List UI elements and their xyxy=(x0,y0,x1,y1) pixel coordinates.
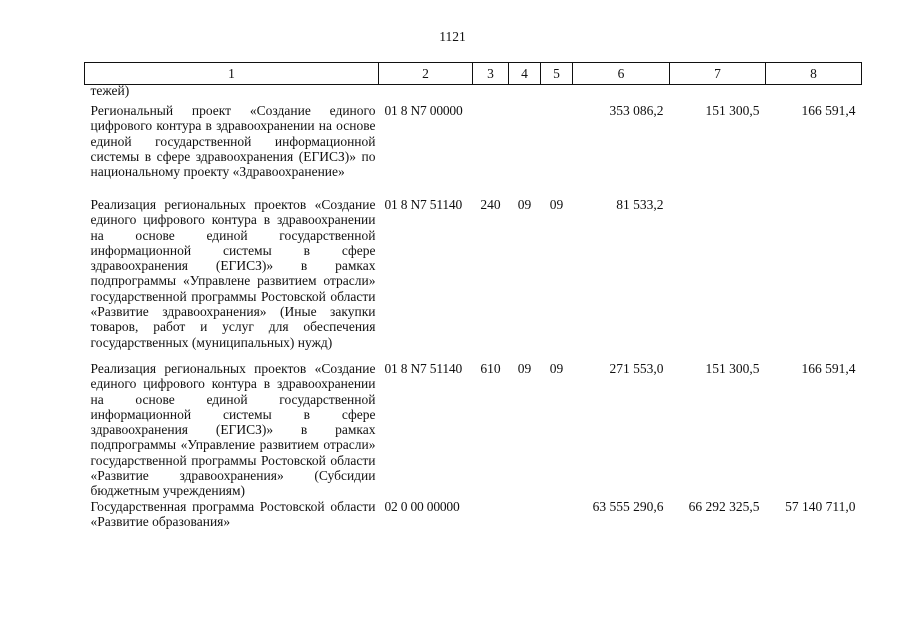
page-number: 1121 xyxy=(439,29,466,44)
row-amount-6 xyxy=(573,85,670,104)
row-amount-7 xyxy=(670,85,766,104)
row-amount-8 xyxy=(766,85,862,104)
row-code: 02 0 00 00000 xyxy=(384,499,460,514)
row-col3 xyxy=(473,499,509,530)
row-code: 01 8 N7 51140 xyxy=(384,361,463,376)
row-code: 01 8 N7 00000 xyxy=(384,103,463,118)
row-amount-6: 81 533,2 xyxy=(616,197,664,212)
row-amount-7: 151 300,5 xyxy=(705,361,760,376)
table-row xyxy=(85,361,862,499)
row-amount-8 xyxy=(766,197,862,361)
header-cell-3: 3 xyxy=(473,63,509,85)
header-cell-8: 8 xyxy=(766,63,862,85)
row-amount-6: 271 553,0 xyxy=(609,361,664,376)
row-col4: 09 xyxy=(517,361,532,376)
row-amount-7: 66 292 325,5 xyxy=(688,499,760,514)
header-cell-1: 1 xyxy=(85,63,379,85)
row-col5: 09 xyxy=(549,361,564,376)
header-cell-4: 4 xyxy=(509,63,541,85)
row-amount-7 xyxy=(670,197,766,361)
budget-table xyxy=(84,62,862,530)
row-col4 xyxy=(509,103,541,197)
row-description: Реализация региональных проектов «Создание единого цифрового контура в здравоохранении на основе единой государственной информационной системы в сфере здравоохранения (ЕГИСЗ)» в рамках подпрограммы «Управлене развитием отрасли» государственной программы Ростовской области «Развитие здравоохранения» (Иные закупки товаров, работ и услуг для обеспечения государственных (муниципальных) нужд) xyxy=(90,197,376,350)
row-amount-8: 166 591,4 xyxy=(801,103,856,118)
row-amount-6: 353 086,2 xyxy=(609,103,664,118)
table-header-row xyxy=(85,63,862,85)
row-description: Государственная программа Ростовской области «Развитие образования» xyxy=(90,499,376,530)
row-col4 xyxy=(509,85,541,104)
row-code: 01 8 N7 51140 xyxy=(384,197,463,212)
row-description: Региональный проект «Создание единого цифрового контура в здравоохранении на основе единой государственной информационной системы в сфере здравоохранения (ЕГИСЗ)» по национальному проекту «Здравоохранение» xyxy=(90,103,376,180)
row-col5 xyxy=(541,499,573,530)
row-col4 xyxy=(509,499,541,530)
row-col5: 09 xyxy=(549,197,564,212)
row-description: тежей) xyxy=(90,83,130,98)
row-code xyxy=(379,85,473,104)
row-col3: 240 xyxy=(480,197,501,212)
header-cell-7: 7 xyxy=(670,63,766,85)
row-amount-8: 57 140 711,0 xyxy=(785,499,856,514)
table-row xyxy=(85,499,862,530)
table-row xyxy=(85,197,862,361)
header-cell-2: 2 xyxy=(379,63,473,85)
row-col5 xyxy=(541,103,573,197)
row-col3: 610 xyxy=(480,361,501,376)
row-amount-7: 151 300,5 xyxy=(705,103,760,118)
row-col4: 09 xyxy=(517,197,532,212)
row-col5 xyxy=(541,85,573,104)
row-amount-6: 63 555 290,6 xyxy=(592,499,664,514)
table-row xyxy=(85,85,862,104)
header-cell-6: 6 xyxy=(573,63,670,85)
row-col3 xyxy=(473,85,509,104)
row-description: Реализация региональных проектов «Создание единого цифрового контура в здравоохранении на основе единой государственной информационной системы в сфере здравоохранения (ЕГИСЗ)» в рамках подпрограммы «Управление развитием отрасли» государственной программы Ростовской области «Развитие здравоохранения» (Субсидии бюджетным учреждениям) xyxy=(90,361,376,499)
row-col3 xyxy=(473,103,509,197)
row-amount-8: 166 591,4 xyxy=(801,361,856,376)
table-row xyxy=(85,103,862,197)
header-cell-5: 5 xyxy=(541,63,573,85)
